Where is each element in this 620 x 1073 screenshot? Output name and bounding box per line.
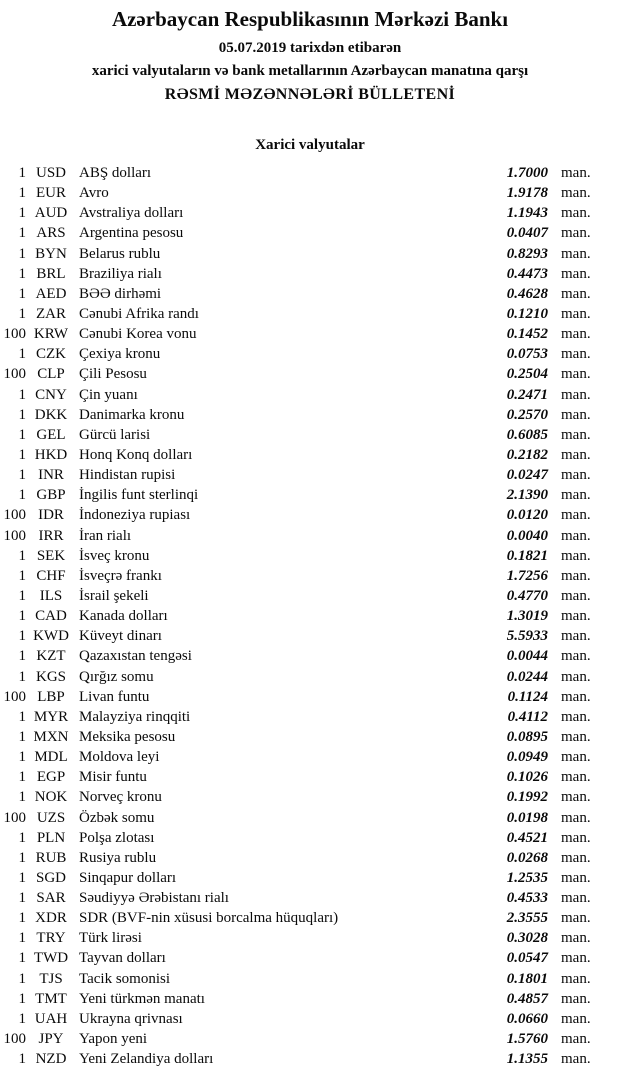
rate-row bbox=[0, 526, 620, 546]
currency-name-cell: Argentina pesosu bbox=[79, 225, 184, 242]
rate-row bbox=[0, 606, 620, 626]
rate-value-cell: 0.1992 bbox=[506, 789, 548, 806]
quantity-cell: 1 bbox=[18, 769, 26, 786]
currency-code-cell: INR bbox=[38, 467, 64, 484]
unit-label-cell: man. bbox=[561, 185, 591, 202]
unit-label-cell: man. bbox=[561, 1010, 591, 1027]
currency-code-cell: CAD bbox=[35, 608, 67, 625]
rate-row bbox=[0, 1049, 620, 1069]
quantity-cell: 1 bbox=[18, 728, 26, 745]
rate-row bbox=[0, 546, 620, 566]
bulletin-title: RƏSMİ MƏZƏNNƏLƏRİ BÜLLETENİ bbox=[164, 86, 456, 103]
currency-code-cell: CLP bbox=[37, 366, 65, 383]
quantity-cell: 1 bbox=[18, 165, 26, 181]
rate-row bbox=[0, 304, 620, 324]
unit-label-cell: man. bbox=[561, 305, 591, 322]
rate-value-cell: 1.5760 bbox=[506, 1031, 548, 1048]
rate-value-cell: 0.6085 bbox=[506, 426, 548, 443]
quantity-cell: 1 bbox=[18, 567, 26, 584]
currency-code-cell: TWD bbox=[33, 950, 69, 967]
rate-value-cell: 0.4628 bbox=[506, 285, 548, 302]
currency-name-cell: Meksika pesosu bbox=[79, 728, 176, 745]
quantity-cell: 1 bbox=[18, 406, 26, 423]
unit-label-cell: man. bbox=[561, 446, 591, 463]
currency-name-cell: Çin yuanı bbox=[79, 386, 138, 403]
rate-value-cell: 1.2535 bbox=[506, 869, 548, 886]
unit-label-cell: man. bbox=[561, 648, 591, 665]
unit-label-cell: man. bbox=[561, 608, 591, 625]
quantity-cell: 1 bbox=[18, 648, 26, 665]
quantity-cell: 1 bbox=[18, 789, 26, 806]
rate-row bbox=[0, 324, 620, 344]
currency-name-cell: İran rialı bbox=[79, 527, 132, 544]
quantity-cell: 1 bbox=[18, 446, 26, 463]
currency-name-cell: Çexiya kronu bbox=[79, 346, 161, 363]
rate-row bbox=[0, 1029, 620, 1049]
unit-label-cell: man. bbox=[561, 527, 591, 544]
currency-code-cell: AED bbox=[35, 285, 67, 302]
unit-label-cell: man. bbox=[561, 547, 591, 564]
rate-value-cell: 0.2504 bbox=[506, 366, 548, 383]
currency-code-cell: TRY bbox=[36, 930, 66, 947]
quantity-cell: 1 bbox=[18, 829, 26, 846]
unit-label-cell: man. bbox=[561, 628, 591, 645]
unit-label-cell: man. bbox=[561, 869, 591, 886]
rate-value-cell: 0.4857 bbox=[506, 990, 548, 1007]
currency-code-cell: NOK bbox=[34, 789, 68, 806]
rate-row bbox=[0, 485, 620, 505]
currency-name-cell: Kanada dolları bbox=[79, 608, 168, 625]
document-header bbox=[0, 0, 620, 105]
unit-label-cell: man. bbox=[561, 1031, 591, 1048]
currency-name-cell: Cənubi Afrika randı bbox=[79, 305, 199, 322]
quantity-cell: 1 bbox=[18, 869, 26, 886]
rate-row bbox=[0, 707, 620, 727]
quantity-cell: 1 bbox=[18, 285, 26, 302]
rate-row bbox=[0, 566, 620, 586]
rate-value-cell: 0.0407 bbox=[506, 225, 548, 242]
rate-value-cell: 1.1355 bbox=[506, 1051, 548, 1068]
rate-row bbox=[0, 727, 620, 747]
rate-row bbox=[0, 646, 620, 666]
unit-label-cell: man. bbox=[561, 265, 591, 282]
quantity-cell: 1 bbox=[18, 467, 26, 484]
rate-row bbox=[0, 989, 620, 1009]
rate-row bbox=[0, 828, 620, 848]
currency-name-cell: Tayvan dolları bbox=[79, 950, 166, 967]
currency-code-cell: MXN bbox=[33, 728, 69, 745]
rate-value-cell: 0.0895 bbox=[506, 728, 548, 745]
quantity-cell: 1 bbox=[18, 265, 26, 282]
quantity-cell: 1 bbox=[18, 708, 26, 725]
rate-value-cell: 0.0044 bbox=[506, 648, 548, 665]
quantity-cell: 1 bbox=[18, 970, 26, 987]
rate-value-cell: 0.0753 bbox=[506, 346, 548, 363]
quantity-cell: 1 bbox=[18, 245, 26, 262]
rate-row bbox=[0, 848, 620, 868]
currency-code-cell: CHF bbox=[36, 567, 66, 584]
currency-name-cell: Malayziya rinqqiti bbox=[79, 708, 191, 725]
rate-value-cell: 0.1821 bbox=[506, 547, 548, 564]
quantity-cell: 100 bbox=[3, 507, 26, 524]
quantity-cell: 1 bbox=[18, 185, 26, 202]
currency-name-cell: Küveyt dinarı bbox=[79, 628, 162, 645]
currency-name-cell: Danimarka kronu bbox=[79, 406, 185, 423]
unit-label-cell: man. bbox=[561, 890, 591, 907]
currency-name-cell: Səudiyyə Ərəbistanı rialı bbox=[79, 890, 229, 907]
unit-label-cell: man. bbox=[561, 245, 591, 262]
currency-name-cell: Özbək somu bbox=[79, 809, 155, 826]
currency-name-cell: Cənubi Korea vonu bbox=[79, 326, 197, 343]
quantity-cell: 1 bbox=[18, 346, 26, 363]
rate-row bbox=[0, 183, 620, 203]
quantity-cell: 1 bbox=[18, 386, 26, 403]
unit-label-cell: man. bbox=[561, 507, 591, 524]
rate-row bbox=[0, 747, 620, 767]
currency-code-cell: BRL bbox=[36, 265, 66, 282]
currency-code-cell: SGD bbox=[35, 869, 66, 886]
currency-name-cell: Belarus rublu bbox=[79, 245, 161, 262]
rate-value-cell: 0.0660 bbox=[506, 1010, 548, 1027]
rate-row bbox=[0, 385, 620, 405]
rate-value-cell: 1.9178 bbox=[506, 185, 548, 202]
rate-value-cell: 0.1026 bbox=[506, 769, 548, 786]
rate-value-cell: 0.1801 bbox=[506, 970, 548, 987]
currency-name-cell: Ukrayna qrivnası bbox=[79, 1010, 183, 1027]
unit-label-cell: man. bbox=[561, 930, 591, 947]
currency-code-cell: GEL bbox=[36, 426, 66, 443]
currency-code-cell: GBP bbox=[36, 487, 66, 504]
rate-row bbox=[0, 284, 620, 304]
rate-value-cell: 0.0244 bbox=[506, 668, 548, 685]
unit-label-cell: man. bbox=[561, 829, 591, 846]
quantity-cell: 1 bbox=[18, 426, 26, 443]
currency-name-cell: Moldova leyi bbox=[79, 749, 160, 766]
rate-row bbox=[0, 223, 620, 243]
rate-value-cell: 0.0120 bbox=[506, 507, 548, 524]
quantity-cell: 1 bbox=[18, 990, 26, 1007]
currency-code-cell: USD bbox=[35, 165, 66, 181]
currency-code-cell: BYN bbox=[35, 245, 67, 262]
quantity-cell: 100 bbox=[3, 809, 26, 826]
rate-row bbox=[0, 364, 620, 384]
quantity-cell: 1 bbox=[18, 930, 26, 947]
currency-code-cell: KZT bbox=[36, 648, 66, 665]
currency-code-cell: KRW bbox=[33, 326, 69, 343]
currency-code-cell: UZS bbox=[36, 809, 66, 826]
unit-label-cell: man. bbox=[561, 326, 591, 343]
unit-label-cell: man. bbox=[561, 467, 591, 484]
quantity-cell: 1 bbox=[18, 225, 26, 242]
rate-row bbox=[0, 948, 620, 968]
quantity-cell: 1 bbox=[18, 849, 26, 866]
rate-value-cell: 0.0247 bbox=[506, 467, 548, 484]
rate-value-cell: 2.1390 bbox=[506, 487, 548, 504]
quantity-cell: 1 bbox=[18, 487, 26, 504]
currency-code-cell: CZK bbox=[36, 346, 66, 363]
unit-label-cell: man. bbox=[561, 366, 591, 383]
rate-row bbox=[0, 868, 620, 888]
quantity-cell: 1 bbox=[18, 547, 26, 564]
unit-label-cell: man. bbox=[561, 728, 591, 745]
quantity-cell: 100 bbox=[3, 366, 26, 383]
rate-value-cell: 5.5933 bbox=[506, 628, 548, 645]
currency-name-cell: Hindistan rupisi bbox=[79, 467, 176, 484]
rate-value-cell: 1.1943 bbox=[506, 205, 548, 222]
rate-row bbox=[0, 667, 620, 687]
unit-label-cell: man. bbox=[561, 386, 591, 403]
rate-value-cell: 1.7256 bbox=[506, 567, 548, 584]
rate-value-cell: 0.1210 bbox=[506, 305, 548, 322]
currency-name-cell: Çili Pesosu bbox=[79, 366, 147, 383]
currency-name-cell: Braziliya rialı bbox=[79, 265, 162, 282]
rate-value-cell: 0.2182 bbox=[506, 446, 548, 463]
rate-row bbox=[0, 787, 620, 807]
unit-label-cell: man. bbox=[561, 769, 591, 786]
currency-code-cell: LBP bbox=[37, 688, 65, 705]
currency-name-cell: Qazaxıstan tengəsi bbox=[79, 648, 192, 665]
quantity-cell: 1 bbox=[18, 587, 26, 604]
currency-code-cell: XDR bbox=[35, 910, 67, 927]
currency-name-cell: İsveçrə frankı bbox=[79, 567, 162, 584]
rate-row bbox=[0, 163, 620, 183]
effective-date-line: 05.07.2019 tarixdən etibarən bbox=[218, 40, 402, 56]
currency-name-cell: Sinqapur dolları bbox=[79, 869, 177, 886]
quantity-cell: 100 bbox=[3, 688, 26, 705]
rate-value-cell: 0.4533 bbox=[506, 890, 548, 907]
currency-name-cell: İndoneziya rupiası bbox=[79, 507, 191, 524]
rates-table bbox=[0, 163, 620, 1069]
rate-row bbox=[0, 888, 620, 908]
currency-name-cell: Türk lirəsi bbox=[79, 930, 142, 947]
rate-row bbox=[0, 626, 620, 646]
rate-value-cell: 0.2570 bbox=[506, 406, 548, 423]
currency-code-cell: KGS bbox=[35, 668, 66, 685]
currency-code-cell: IRR bbox=[38, 527, 64, 544]
unit-label-cell: man. bbox=[561, 809, 591, 826]
unit-label-cell: man. bbox=[561, 587, 591, 604]
currency-code-cell: ZAR bbox=[36, 305, 66, 322]
quantity-cell: 1 bbox=[18, 628, 26, 645]
currency-code-cell: RUB bbox=[35, 849, 67, 866]
unit-label-cell: man. bbox=[561, 990, 591, 1007]
rate-row bbox=[0, 767, 620, 787]
rate-row bbox=[0, 344, 620, 364]
unit-label-cell: man. bbox=[561, 970, 591, 987]
currency-code-cell: NZD bbox=[35, 1051, 67, 1068]
currency-name-cell: ABŞ dolları bbox=[79, 165, 152, 181]
unit-label-cell: man. bbox=[561, 668, 591, 685]
unit-label-cell: man. bbox=[561, 849, 591, 866]
currency-code-cell: EGP bbox=[36, 769, 66, 786]
section-title-foreign-currencies: Xarici valyutalar bbox=[255, 137, 365, 153]
unit-label-cell: man. bbox=[561, 789, 591, 806]
quantity-cell: 1 bbox=[18, 668, 26, 685]
currency-code-cell: SAR bbox=[36, 890, 66, 907]
currency-code-cell: PLN bbox=[36, 829, 66, 846]
rate-row bbox=[0, 586, 620, 606]
unit-label-cell: man. bbox=[561, 910, 591, 927]
currency-name-cell: Rusiya rublu bbox=[79, 849, 157, 866]
currency-name-cell: Norveç kronu bbox=[79, 789, 162, 806]
currency-code-cell: KWD bbox=[33, 628, 69, 645]
currency-name-cell: SDR (BVF-nin xüsusi borcalma hüquqları) bbox=[79, 910, 339, 927]
unit-label-cell: man. bbox=[561, 346, 591, 363]
quantity-cell: 100 bbox=[3, 527, 26, 544]
rate-row bbox=[0, 405, 620, 425]
rate-row bbox=[0, 1009, 620, 1029]
unit-label-cell: man. bbox=[561, 165, 591, 181]
rate-row bbox=[0, 969, 620, 989]
quantity-cell: 1 bbox=[18, 205, 26, 222]
currency-code-cell: MDL bbox=[34, 749, 68, 766]
unit-label-cell: man. bbox=[561, 708, 591, 725]
subtitle-line: xarici valyutaların və bank metallarının Azərbaycan manatına qarşı bbox=[91, 63, 529, 79]
quantity-cell: 1 bbox=[18, 749, 26, 766]
quantity-cell: 1 bbox=[18, 910, 26, 927]
currency-code-cell: CNY bbox=[35, 386, 67, 403]
rate-value-cell: 0.0547 bbox=[506, 950, 548, 967]
unit-label-cell: man. bbox=[561, 1051, 591, 1068]
quantity-cell: 100 bbox=[3, 1031, 26, 1048]
rate-value-cell: 0.0198 bbox=[506, 809, 548, 826]
rate-value-cell: 0.2471 bbox=[506, 386, 548, 403]
currency-name-cell: İsrail şekeli bbox=[79, 587, 149, 604]
rate-value-cell: 1.3019 bbox=[506, 608, 548, 625]
rate-row bbox=[0, 928, 620, 948]
currency-code-cell: TMT bbox=[35, 990, 67, 1007]
rate-row bbox=[0, 244, 620, 264]
currency-code-cell: MYR bbox=[33, 708, 69, 725]
currency-name-cell: Yapon yeni bbox=[79, 1031, 148, 1048]
rate-row bbox=[0, 264, 620, 284]
currency-code-cell: ARS bbox=[36, 225, 66, 242]
rate-value-cell: 0.8293 bbox=[506, 245, 548, 262]
currency-code-cell: TJS bbox=[39, 970, 63, 987]
quantity-cell: 1 bbox=[18, 1010, 26, 1027]
unit-label-cell: man. bbox=[561, 487, 591, 504]
currency-name-cell: Avstraliya dolları bbox=[79, 205, 184, 222]
rate-value-cell: 0.0268 bbox=[506, 849, 548, 866]
bank-title: Azərbaycan Respublikasının Mərkəzi Bankı bbox=[111, 7, 509, 31]
currency-name-cell: Gürcü larisi bbox=[79, 426, 151, 443]
currency-name-cell: İsveç kronu bbox=[79, 547, 150, 564]
rate-value-cell: 0.0949 bbox=[506, 749, 548, 766]
unit-label-cell: man. bbox=[561, 749, 591, 766]
currency-code-cell: HKD bbox=[34, 446, 68, 463]
unit-label-cell: man. bbox=[561, 406, 591, 423]
rate-value-cell: 0.1124 bbox=[507, 688, 548, 705]
unit-label-cell: man. bbox=[561, 567, 591, 584]
currency-name-cell: Qırğız somu bbox=[79, 668, 154, 685]
currency-code-cell: SEK bbox=[36, 547, 66, 564]
currency-name-cell: Honq Konq dolları bbox=[79, 446, 193, 463]
currency-name-cell: Livan funtu bbox=[79, 688, 150, 705]
quantity-cell: 1 bbox=[18, 950, 26, 967]
rate-row bbox=[0, 808, 620, 828]
currency-name-cell: Yeni türkmən manatı bbox=[79, 990, 205, 1007]
currency-code-cell: DKK bbox=[34, 406, 68, 423]
currency-name-cell: Yeni Zelandiya dolları bbox=[79, 1051, 214, 1068]
rate-row bbox=[0, 445, 620, 465]
currency-name-cell: Avro bbox=[79, 185, 109, 202]
currency-code-cell: ILS bbox=[39, 587, 63, 604]
unit-label-cell: man. bbox=[561, 225, 591, 242]
currency-code-cell: IDR bbox=[38, 507, 64, 524]
unit-label-cell: man. bbox=[561, 950, 591, 967]
unit-label-cell: man. bbox=[561, 426, 591, 443]
currency-code-cell: JPY bbox=[38, 1031, 64, 1048]
quantity-cell: 1 bbox=[18, 890, 26, 907]
rate-row bbox=[0, 687, 620, 707]
currency-name-cell: İngilis funt sterlinqi bbox=[79, 487, 199, 504]
unit-label-cell: man. bbox=[561, 205, 591, 222]
rate-row bbox=[0, 908, 620, 928]
rate-value-cell: 0.4112 bbox=[507, 708, 548, 725]
currency-name-cell: BƏƏ dirhəmi bbox=[79, 285, 162, 302]
rate-value-cell: 0.4473 bbox=[506, 265, 548, 282]
quantity-cell: 1 bbox=[18, 608, 26, 625]
currency-name-cell: Polşa zlotası bbox=[79, 829, 155, 846]
rate-value-cell: 0.4770 bbox=[506, 587, 548, 604]
quantity-cell: 1 bbox=[18, 305, 26, 322]
currency-name-cell: Misir funtu bbox=[79, 769, 147, 786]
rate-row bbox=[0, 505, 620, 525]
rate-value-cell: 1.7000 bbox=[506, 165, 548, 181]
unit-label-cell: man. bbox=[561, 688, 591, 705]
rate-value-cell: 0.1452 bbox=[506, 326, 548, 343]
rate-row bbox=[0, 203, 620, 223]
currency-code-cell: UAH bbox=[34, 1010, 68, 1027]
currency-code-cell: AUD bbox=[34, 205, 68, 222]
rate-row bbox=[0, 425, 620, 445]
rate-value-cell: 0.3028 bbox=[506, 930, 548, 947]
rate-row bbox=[0, 465, 620, 485]
quantity-cell: 100 bbox=[3, 326, 26, 343]
currency-code-cell: EUR bbox=[36, 185, 66, 202]
quantity-cell: 1 bbox=[18, 1051, 26, 1068]
currency-name-cell: Tacik somonisi bbox=[79, 970, 171, 987]
rate-value-cell: 2.3555 bbox=[506, 910, 548, 927]
rate-value-cell: 0.4521 bbox=[506, 829, 548, 846]
unit-label-cell: man. bbox=[561, 285, 591, 302]
rate-value-cell: 0.0040 bbox=[506, 527, 548, 544]
